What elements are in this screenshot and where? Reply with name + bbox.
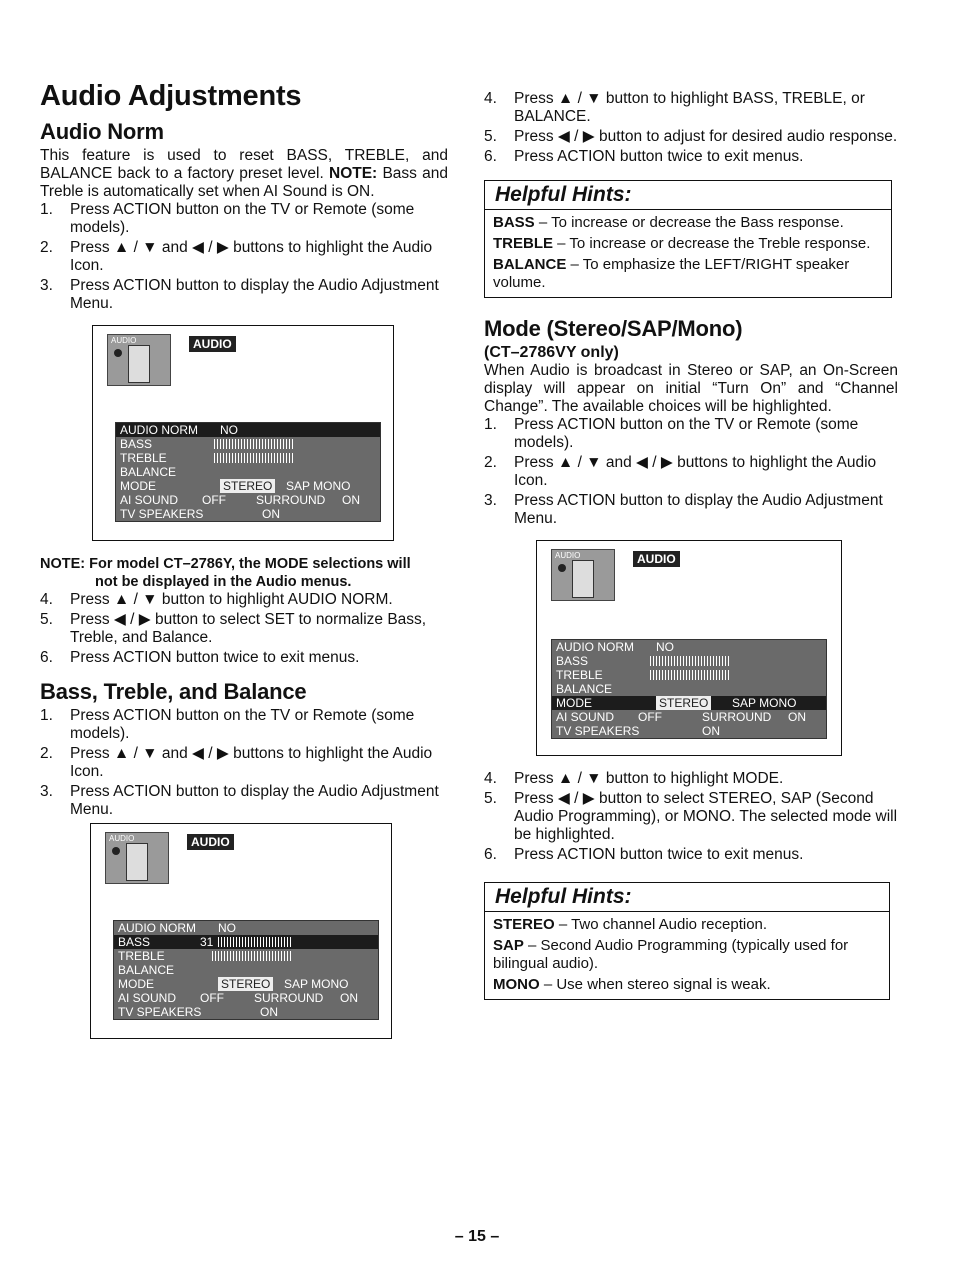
page-title: Audio Adjustments <box>40 80 302 112</box>
list-item: 2. Press ▲ / ▼ and ◀ / ▶ buttons to highlight the Audio Icon. <box>484 454 877 489</box>
helpful-hints-title: Helpful Hints: <box>485 181 891 210</box>
list-item: 4. Press ▲ / ▼ button to highlight AUDIO NORM. <box>40 591 393 608</box>
list-item: 4. Press ▲ / ▼ button to highlight BASS, TREBLE, or BALANCE. <box>484 90 865 125</box>
right-column <box>484 90 898 1000</box>
audio-tv-icon: AUDIO <box>551 549 615 601</box>
audio-menu: AUDIO NORM NO BASS 31 TREBLE BALANCE MODE STEREO SAP MONO AI SOUND OFF SURROUND ON TV SPEAKERS ON <box>113 920 379 1020</box>
page-number: – 15 – <box>454 1228 500 1245</box>
list-item: 1. Press ACTION button on the TV or Remote (some models). <box>484 416 859 451</box>
audio-tag: AUDIO <box>633 551 680 567</box>
hint-item: STEREO – Two channel Audio reception. <box>493 916 768 933</box>
audio-norm-steps-a <box>40 201 448 313</box>
audio-menu-illustration <box>90 823 392 1039</box>
hint-item: BALANCE – To emphasize the LEFT/RIGHT speaker volume. <box>493 256 850 291</box>
helpful-hints-title: Helpful Hints: <box>485 883 889 912</box>
mode-steps-b <box>484 770 898 864</box>
mode-subheading: (CT–2786VY only) <box>484 344 619 361</box>
helpful-hints-box <box>484 180 892 298</box>
audio-menu-illustration <box>536 540 842 756</box>
list-item: 5. Press ◀ / ▶ button to adjust for desired audio response. <box>484 128 898 145</box>
audio-norm-steps-b <box>40 591 448 667</box>
hint-item: MONO – Use when stereo signal is weak. <box>493 976 771 993</box>
list-item: 6. Press ACTION button twice to exit menus. <box>40 649 360 666</box>
audio-menu: AUDIO NORM NO BASS TREBLE BALANCE MODE STEREO SAP MONO AI SOUND OFF SURROUND ON TV SPEAKERS ON <box>551 639 827 739</box>
audio-menu-illustration <box>92 325 394 541</box>
btb-heading: Bass, Treble, and Balance <box>40 679 307 704</box>
audio-menu: AUDIO NORM NO BASS TREBLE BALANCE MODE STEREO SAP MONO AI SOUND OFF SURROUND ON TV SPEAKERS ON <box>115 422 381 522</box>
list-item: 1. Press ACTION button on the TV or Remote (some models). <box>40 707 415 742</box>
model-note: NOTE: For model CT–2786Y, the MODE selections will not be displayed in the Audio menus. <box>40 556 411 590</box>
list-item: 2. Press ▲ / ▼ and ◀ / ▶ buttons to highlight the Audio Icon. <box>40 745 433 780</box>
hint-item: SAP – Second Audio Programming (typically used for bilingual audio). <box>493 937 849 972</box>
audio-norm-intro: This feature is used to reset BASS, TREBLE, and BALANCE back to a factory preset level. NOTE: Bass and Treble is automatically set when AI Sound is ON. <box>40 147 448 200</box>
audio-norm-heading: Audio Norm <box>40 119 164 144</box>
audio-tv-icon: AUDIO <box>107 334 171 386</box>
mode-heading: Mode (Stereo/SAP/Mono) <box>484 316 743 341</box>
list-item: 3. Press ACTION button to display the Audio Adjustment Menu. <box>40 783 439 818</box>
list-item: 5. Press ◀ / ▶ button to select SET to normalize Bass, Treble, and Balance. <box>40 611 427 646</box>
mode-intro: When Audio is broadcast in Stereo or SAP, an On-Screen display will appear on initial “Turn On” and “Channel Change”. The available choices will be highlighted. <box>484 362 898 415</box>
list-item: 2. Press ▲ / ▼ and ◀ / ▶ buttons to highlight the Audio Icon. <box>40 239 433 274</box>
btb-steps <box>40 707 448 819</box>
list-item: 3. Press ACTION button to display the Audio Adjustment Menu. <box>40 277 439 312</box>
btb-steps-continued <box>484 90 898 166</box>
list-item: 6. Press ACTION button twice to exit menus. <box>484 846 804 863</box>
left-column <box>40 80 448 1053</box>
hint-item: BASS – To increase or decrease the Bass response. <box>493 214 844 231</box>
audio-tag: AUDIO <box>189 336 236 352</box>
list-item: 4. Press ▲ / ▼ button to highlight MODE. <box>484 770 784 787</box>
mode-steps-a <box>484 416 898 528</box>
audio-tag: AUDIO <box>187 834 234 850</box>
list-item: 3. Press ACTION button to display the Audio Adjustment Menu. <box>484 492 883 527</box>
list-item: 5. Press ◀ / ▶ button to select STEREO, SAP (Second Audio Programming), or MONO. The selected mode will be highlighted. <box>484 790 898 843</box>
list-item: 6. Press ACTION button twice to exit menus. <box>484 148 804 165</box>
helpful-hints-box <box>484 882 890 1000</box>
hint-item: TREBLE – To increase or decrease the Treble response. <box>493 235 871 252</box>
list-item: 1. Press ACTION button on the TV or Remote (some models). <box>40 201 415 236</box>
audio-tv-icon: AUDIO <box>105 832 169 884</box>
